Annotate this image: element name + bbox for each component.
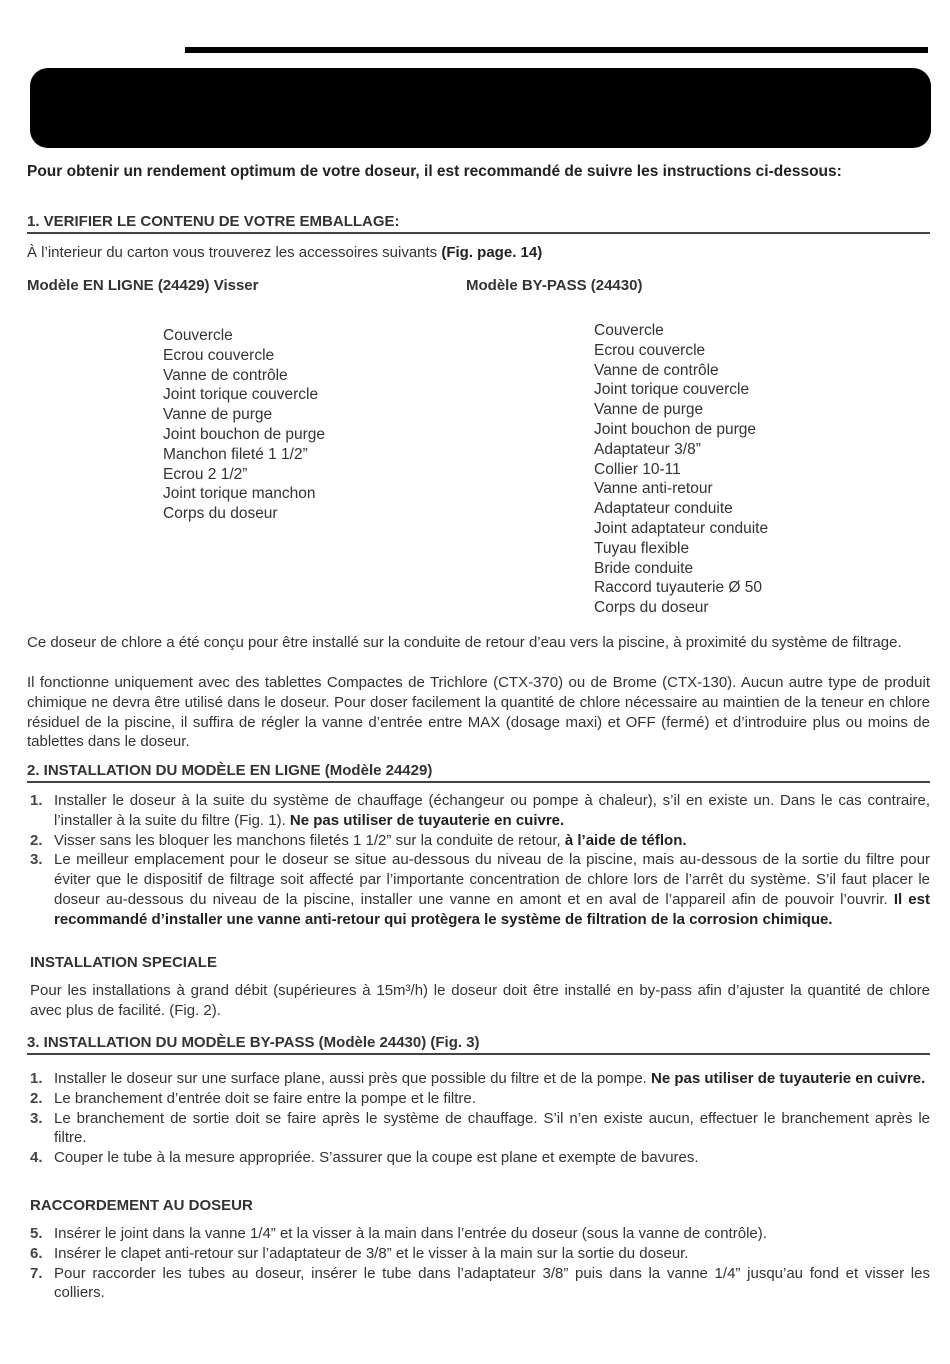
special-install-heading: INSTALLATION SPECIALE	[30, 954, 217, 971]
inline-items-list	[163, 326, 325, 524]
section3-steps	[27, 1069, 930, 1168]
step-bold-text: Ne pas utiliser de tuyauterie en cuivre.	[651, 1070, 926, 1087]
intro-text: Pour obtenir un rendement optimum de votre doseur, il est recommandé de suivre les instructions ci-dessous:	[27, 163, 842, 180]
model-bypass-heading: Modèle BY-PASS (24430)	[466, 277, 643, 294]
step-item	[27, 850, 930, 929]
step-item	[27, 1069, 930, 1089]
step-bold-text: à l’aide de téflon.	[564, 831, 687, 849]
step-item	[27, 1089, 930, 1109]
list-item: Tuyau flexible	[594, 539, 690, 557]
step-item	[27, 831, 930, 851]
step-number: 2.	[30, 831, 43, 849]
list-item: Adaptateur 3/8”	[594, 440, 701, 458]
raccordement-steps	[27, 1224, 930, 1303]
step-number: 5.	[30, 1225, 43, 1242]
step-text: Installer le doseur sur une surface plane, aussi près que possible du filtre et de la pompe.	[54, 1070, 652, 1087]
step-number: 3.	[30, 1109, 43, 1127]
special-install-text: Pour les installations à grand débit (supérieures à 15m³/h) le doseur doit être installé en by-pass afin d’ajuster la quantité de chlore avec plus de facilité. (Fig. 2).	[30, 982, 930, 1019]
list-item: Vanne de purge	[594, 401, 704, 419]
list-item: Corps du doseur	[594, 599, 709, 617]
list-item: Joint torique couvercle	[594, 381, 750, 399]
section1-line-fig: (Fig. page. 14)	[441, 244, 543, 261]
list-item: Vanne de purge	[163, 406, 273, 424]
step-text: Le branchement de sortie doit se faire après le système de chauffage. S’il n’en existe aucun, effectuer le branchement après le filtre.	[54, 1109, 930, 1147]
step-number: 4.	[30, 1149, 43, 1167]
step-text: Visser sans les bloquer les manchons filetés 1 1/2” sur la conduite de retour,	[54, 831, 565, 849]
list-item: Vanne anti-retour	[594, 480, 713, 498]
step-text: Insérer le clapet anti-retour sur l’adaptateur de 3/8” et le visser à la main sur la sortie du doseur.	[54, 1244, 689, 1262]
section2-heading: 2. INSTALLATION DU MODÈLE EN LIGNE (Modèle 24429)	[27, 762, 930, 783]
step-number: 7.	[30, 1264, 43, 1282]
description-paragraph-2: Il fonctionne uniquement avec des tablettes Compactes de Trichlore (CTX-370) ou de Brome (CTX-130). Aucun autre type de produit chimique ne devra être utilisé dans le doseur. Pour doser facilement la quantité de chlore nécessaire au maintien de la teneur en chlore résiduel de la piscine, il suffira de régler la vanne d’entrée entre MAX (dosage maxi) et OFF (fermé) et d’introduire plus ou moins de tablettes dans le doseur.	[27, 674, 930, 751]
step-text: Le branchement d’entrée doit se faire entre la pompe et le filtre.	[54, 1089, 476, 1107]
header-rule	[185, 47, 928, 53]
list-item: Joint torique manchon	[163, 485, 316, 503]
list-item: Corps du doseur	[163, 505, 278, 523]
list-item: Joint bouchon de purge	[594, 420, 757, 438]
list-item: Adaptateur conduite	[594, 500, 733, 518]
list-item: Collier 10-11	[594, 460, 681, 478]
list-item: Vanne de contrôle	[594, 361, 719, 379]
step-text: Couper le tube à la mesure appropriée. S’assurer que la coupe est plane et exempte de bavures.	[54, 1149, 699, 1167]
model-inline-heading: Modèle EN LIGNE (24429) Visser	[27, 277, 259, 294]
section2-steps	[27, 791, 930, 930]
step-bold-text: Il est recommandé d’installer une vanne anti-retour qui protègera le système de filtration de la corrosion chimique.	[54, 890, 930, 928]
step-number: 2.	[30, 1089, 43, 1107]
list-item: Manchon fileté 1 1/2”	[163, 445, 308, 463]
step-number: 6.	[30, 1244, 43, 1262]
section1-line-text: À l’interieur du carton vous trouverez les accessoires suivants	[27, 244, 442, 261]
list-item: Bride conduite	[594, 559, 694, 577]
step-text: Installer le doseur à la suite du système de chauffage (échangeur ou pompe à chaleur), s’il en existe un. Dans le cas contraire, l’installer à la suite du filtre (Fig. 1).	[54, 792, 930, 829]
list-item: Ecrou 2 1/2”	[163, 465, 248, 483]
step-text: Pour raccorder les tubes au doseur, insérer le tube dans l’adaptateur 3/8” puis dans la vanne 1/4” jusqu’au fond et visser les colliers.	[54, 1264, 930, 1302]
description-paragraph-1: Ce doseur de chlore a été conçu pour être installé sur la conduite de retour d’eau vers la piscine, à proximité du système de filtrage.	[27, 634, 902, 651]
step-item	[27, 1244, 930, 1264]
title-banner	[30, 68, 931, 148]
list-item: Ecrou couvercle	[594, 341, 706, 359]
step-number: 1.	[30, 1070, 43, 1087]
list-item: Joint bouchon de purge	[163, 425, 326, 443]
list-item: Ecrou couvercle	[163, 346, 275, 364]
step-item	[27, 1148, 930, 1168]
step-item	[27, 791, 930, 831]
step-number: 3.	[30, 851, 43, 869]
list-item: Raccord tuyauterie Ø 50	[594, 579, 763, 597]
list-item: Vanne de contrôle	[163, 366, 288, 384]
section3-heading: 3. INSTALLATION DU MODÈLE BY-PASS (Modèle 24430) (Fig. 3)	[27, 1034, 930, 1055]
step-item	[27, 1264, 930, 1304]
list-item: Couvercle	[163, 327, 233, 344]
step-bold-text: Ne pas utiliser de tuyauterie en cuivre.	[289, 811, 565, 829]
step-text: Le meilleur emplacement pour le doseur se situe au-dessous du niveau de la piscine, mais au-dessous de la sortie du filtre pour éviter que le dispositif de filtrage soit affecté par l’importante concentration de chlore lors de l’arrêt du système. S’il faut placer le doseur au-dessous du niveau de la piscine, installer une vanne en amont et en aval de l’appareil afin de pouvoir l’ouvrir.	[54, 851, 930, 908]
step-number: 1.	[30, 792, 43, 809]
raccordement-heading: RACCORDEMENT AU DOSEUR	[30, 1197, 253, 1214]
list-item: Joint torique couvercle	[163, 386, 319, 404]
list-item: Joint adaptateur conduite	[594, 519, 769, 537]
step-item	[27, 1109, 930, 1149]
section1-heading: 1. VERIFIER LE CONTENU DE VOTRE EMBALLAGE:	[27, 213, 930, 234]
step-text: Insérer le joint dans la vanne 1/4” et la visser à la main dans l’entrée du doseur (sous la vanne de contrôle).	[54, 1225, 767, 1242]
bypass-items-list	[594, 321, 768, 618]
list-item: Couvercle	[594, 322, 664, 339]
section1-line	[27, 244, 930, 261]
step-item	[27, 1224, 930, 1244]
